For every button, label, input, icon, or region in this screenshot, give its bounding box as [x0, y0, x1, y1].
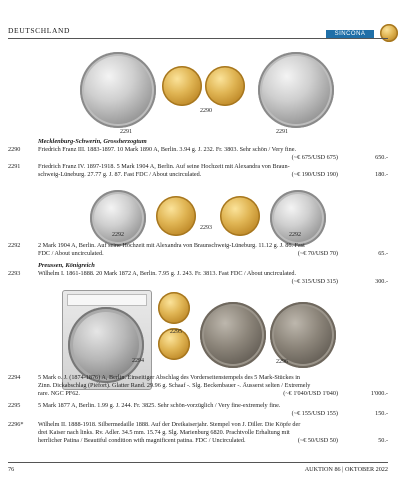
- lot-line: schweig-Lüneburg. 27.77 g. J. 87. Fast FDC / About uncirculated.: [38, 171, 202, 178]
- lot-price: 650.-: [375, 154, 388, 161]
- lot-description: [38, 146, 338, 154]
- coin-label: 2294: [132, 358, 144, 364]
- footer-rule: [8, 462, 388, 463]
- coin-2294-obverse: [68, 307, 144, 383]
- lot-line: drei Kaiser nach links. Rv. Adler. 34.5 mm. 15.74 g. Slg. Marienburg 6820. Prachtvolle Erhaltung mit: [38, 429, 290, 436]
- lot-number: 2293: [8, 270, 21, 277]
- lot-line: Wilhelm II. 1888-1918. Silbermedaille 1888. Auf der Dreikaiserjahr. Stempel von J. Diller. Die Köpfe der: [38, 421, 301, 428]
- lot-price: 300.-: [375, 278, 388, 285]
- brand-coin-icon: [380, 24, 398, 42]
- lot-estimate: (~€ 675/USD 675): [291, 154, 338, 161]
- coin-label: 2292: [289, 232, 301, 238]
- lot-line: rare. NGC PF62.: [38, 390, 80, 397]
- lot-price: 180.-: [375, 171, 388, 178]
- coin-label: 2291: [120, 129, 132, 135]
- coin-label: 2291: [276, 129, 288, 135]
- lot-number: 2292: [8, 242, 21, 249]
- coin-2291-reverse[interactable]: [258, 52, 334, 128]
- lot-number: 2295: [8, 402, 21, 409]
- coin-2293-obverse[interactable]: [156, 196, 196, 236]
- lot-number: 2294: [8, 374, 21, 381]
- coin-2291-obverse[interactable]: [80, 52, 156, 128]
- lot-description: [38, 402, 368, 410]
- lot-estimate: (~€ 1'040/USD 1'040): [283, 390, 338, 397]
- lot-number: 2291: [8, 163, 21, 170]
- coin-2295-obverse[interactable]: [158, 292, 190, 324]
- lot-estimate: (~€ 155/USD 155): [291, 410, 338, 417]
- lot-line: herrlicher Patina / Beautiful condition with magnificent patina. FDC / Uncirculated.: [38, 437, 246, 444]
- lot-estimate: (~€ 70/USD 70): [297, 250, 338, 257]
- lot-line: 5 Mark 1877 A, Berlin. 1.99 g. J. 244. Fr. 3825. Sehr schön-vorzüglich / Very fine-extremely fine.: [38, 402, 281, 409]
- brand-logo: SINCONA: [326, 30, 374, 39]
- lot-estimate: (~€ 190/USD 190): [291, 171, 338, 178]
- coin-label: 2292: [112, 232, 124, 238]
- coin-2296-obverse[interactable]: [200, 302, 266, 368]
- section-heading: Mecklenburg-Schwerin, Grossherzogtum: [38, 138, 147, 145]
- lot-line: Friedrich Franz IV. 1897-1918. 5 Mark 1904 A, Berlin. Auf seine Hochzeit mit Alexandra von Braun-: [38, 163, 290, 170]
- page-header-title: DEUTSCHLAND: [8, 26, 71, 35]
- lot-line: Wilhelm I. 1861-1888. 20 Mark 1872 A, Berlin. 7.95 g. J. 243. Fr. 3813. Fast FDC / About uncirculated.: [38, 270, 297, 277]
- page-number: 76: [8, 466, 15, 473]
- coin-2293-reverse[interactable]: [220, 196, 260, 236]
- coin-label: 2296: [276, 359, 288, 365]
- lot-estimate: (~€ 315/USD 315): [291, 278, 338, 285]
- lot-description: [38, 270, 368, 278]
- auction-info: AUKTION 86 | OKTOBER 2022: [304, 466, 388, 473]
- lot-line: Zinn. Dickabschlag (Piéfort). Glatter Rand. 29.96 g. Schaaf -. Slg. Beckenbauer -. Äusserst selten / Extremely: [38, 382, 311, 389]
- lot-price: 1'000.-: [370, 390, 388, 397]
- lot-number: 2296*: [8, 421, 24, 428]
- lot-price: 50.-: [378, 437, 388, 444]
- coin-label: 2293: [200, 225, 212, 231]
- lot-line: 5 Mark o. J. (1874-1876) A, Berlin. Einseitiger Abschlag des Vorderseitenstempels des 5 Mark-Stückes in: [38, 374, 301, 381]
- lot-line: Friedrich Franz III. 1883-1897. 10 Mark 1890 A, Berlin. 3.94 g. J. 232. Fr. 3803. Sehr schön / Very fine.: [38, 146, 297, 153]
- lot-number: 2290: [8, 146, 21, 153]
- slab-label: [67, 294, 147, 306]
- lot-price: 65.-: [378, 250, 388, 257]
- coin-label: 2295: [170, 329, 182, 335]
- lot-price: 150.-: [375, 410, 388, 417]
- lot-line: 2 Mark 1904 A, Berlin. Auf seine Hochzeit mit Alexandra von Braunschweig-Lüneburg. 11.12 g. J. 86. Fast: [38, 242, 305, 249]
- lot-estimate: (~€ 50/USD 50): [297, 437, 338, 444]
- coin-label: 2290: [200, 108, 212, 114]
- section-heading: Preussen, Königreich: [38, 262, 95, 269]
- coin-2290-reverse[interactable]: [205, 66, 245, 106]
- header-rule: [8, 38, 388, 39]
- lot-line: FDC / About uncirculated.: [38, 250, 104, 257]
- coin-2290-obverse[interactable]: [162, 66, 202, 106]
